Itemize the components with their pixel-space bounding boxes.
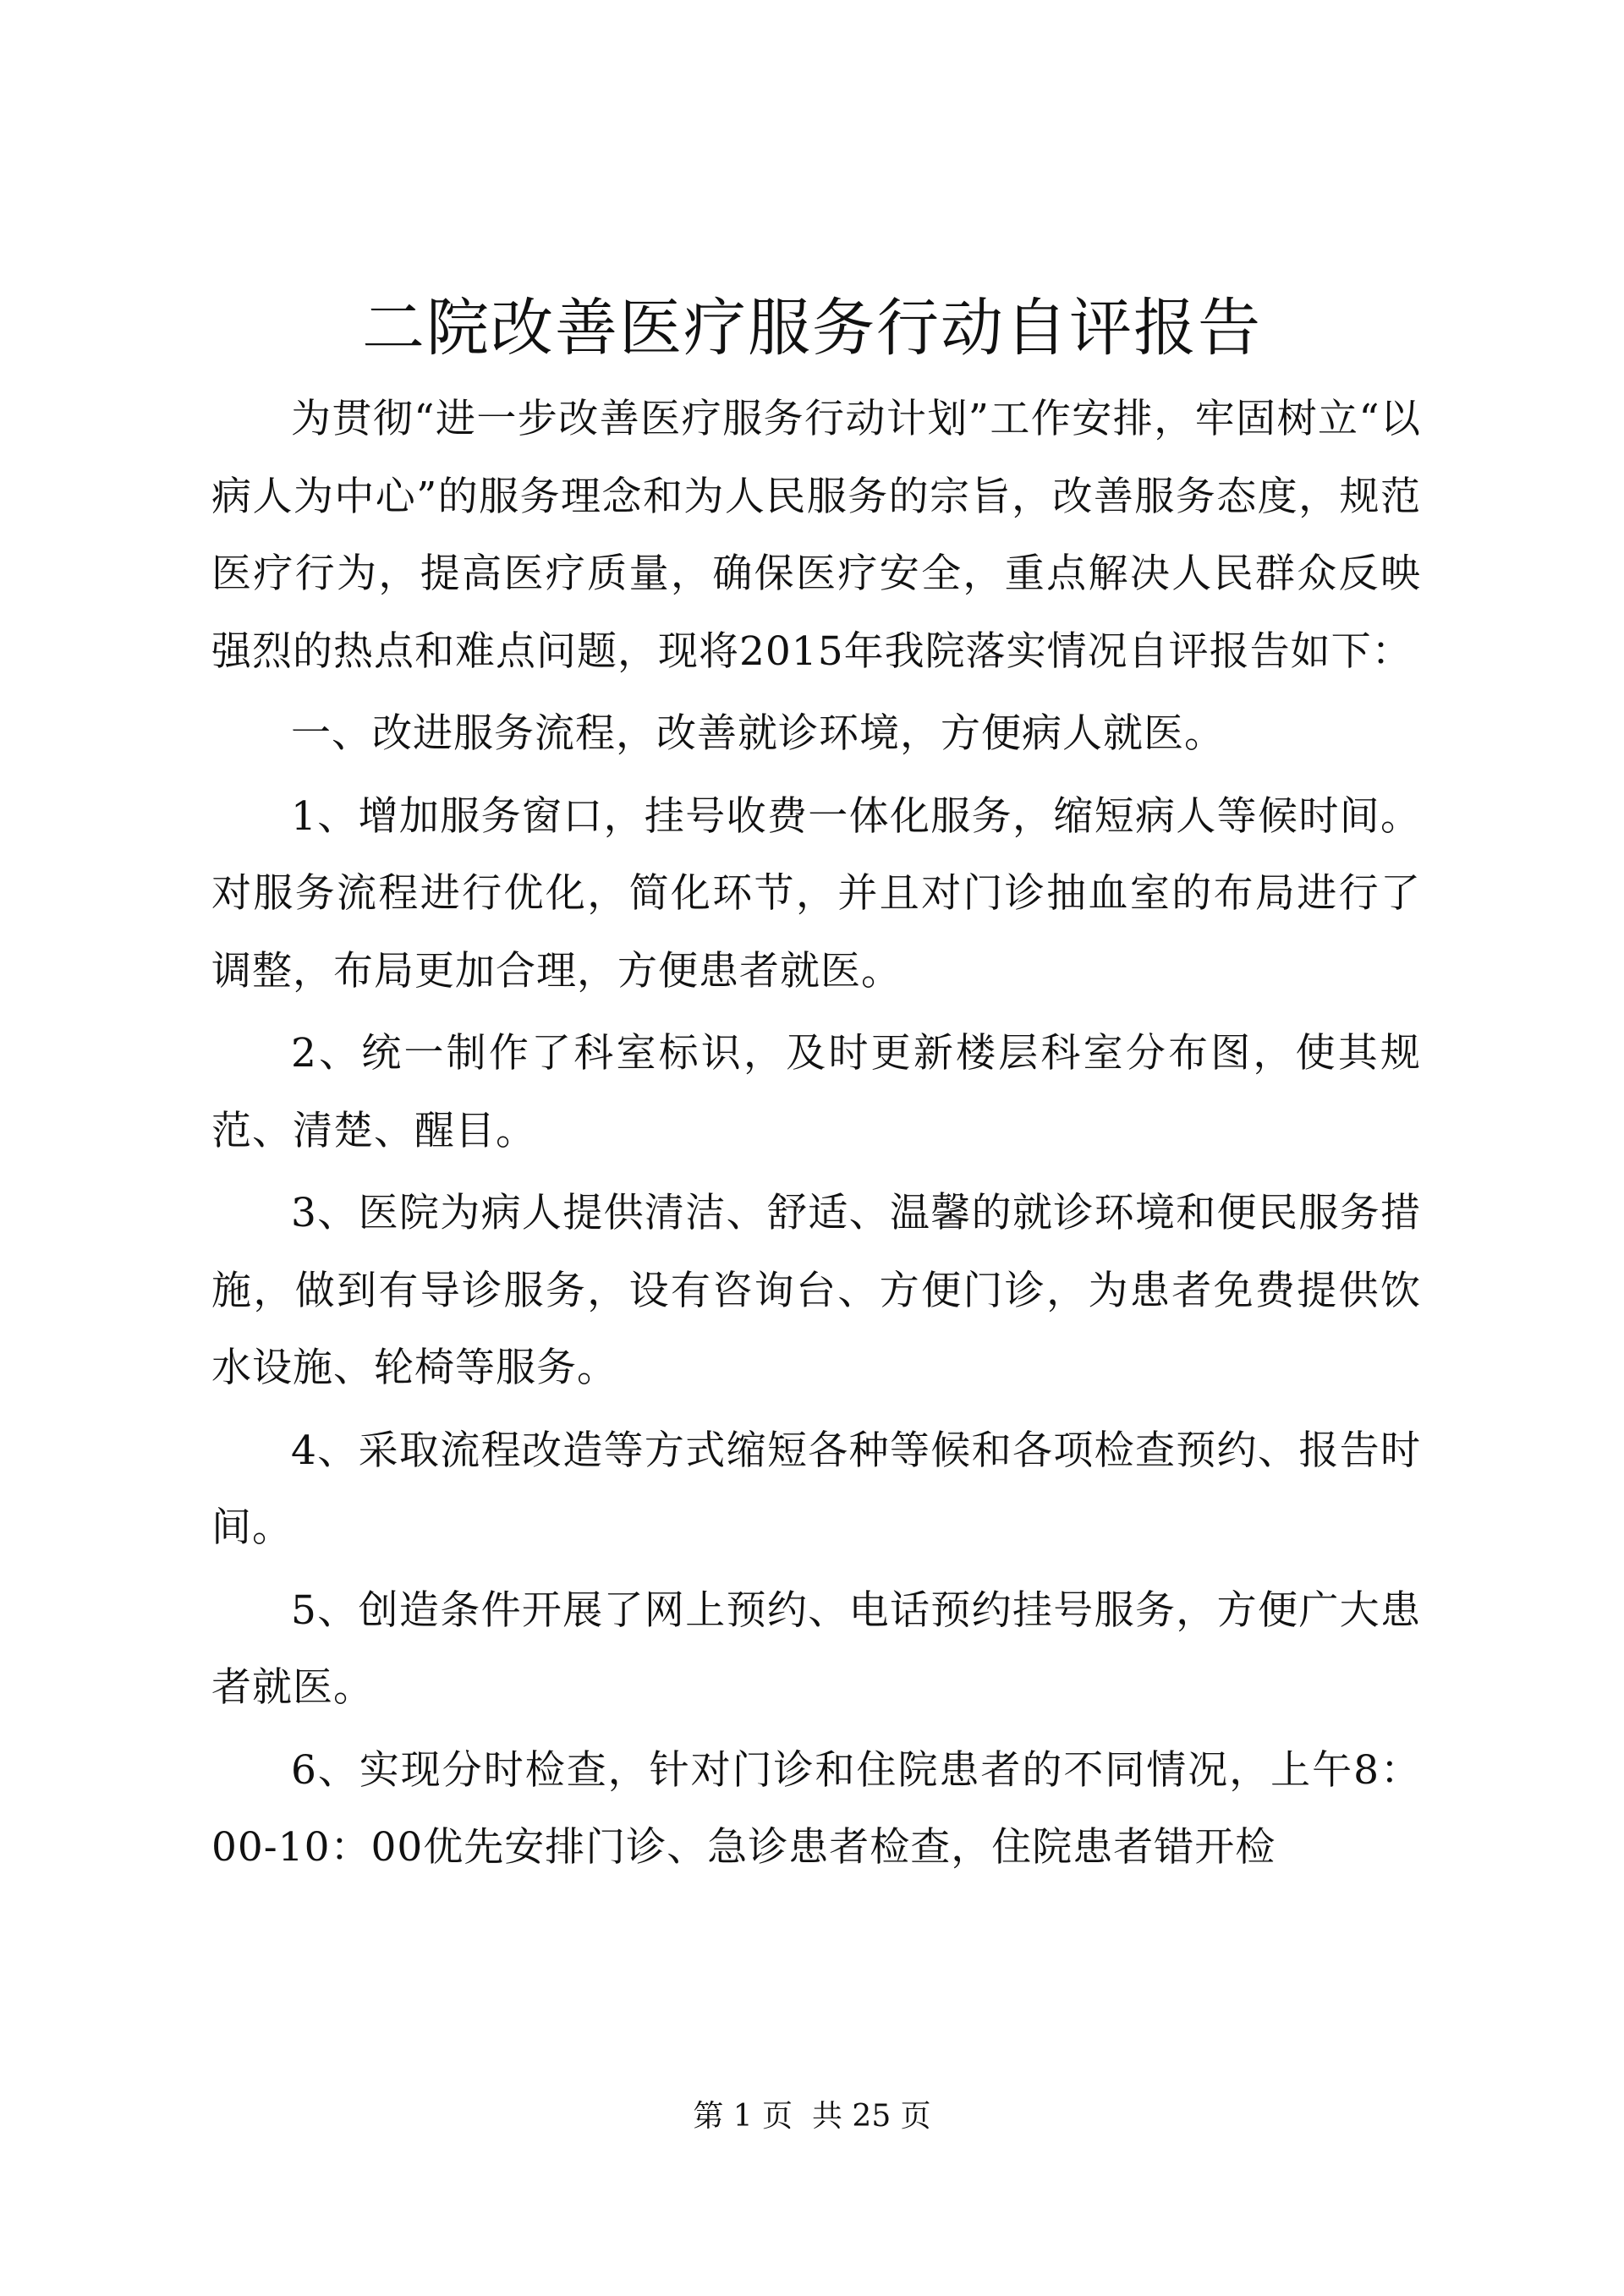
document-body xyxy=(211,381,1421,1892)
paragraph: 2、统一制作了科室标识，及时更新楼层科室分布图，使其规范、清楚、醒目。 xyxy=(211,1030,1421,1154)
paragraph: 5、创造条件开展了网上预约、电话预约挂号服务，方便广大患者就医。 xyxy=(211,1586,1421,1711)
paragraph: 3、医院为病人提供清洁、舒适、温馨的就诊环境和便民服务措施，做到有导诊服务，设有咨询台、方便门诊，为患者免费提供饮水设施、轮椅等服务。 xyxy=(211,1190,1421,1391)
paragraph: 4、采取流程改造等方式缩短各种等候和各项检查预约、报告时间。 xyxy=(211,1427,1421,1551)
paragraph: 为贯彻“进一步改善医疗服务行动计划”工作安排，牢固树立“以病人为中心”的服务理念和为人民服务的宗旨，改善服务态度，规范医疗行为，提高医疗质量，确保医疗安全，重点解决人民群众反映强烈的热点和难点问题，现将2015年我院落实情况自评报告如下： xyxy=(211,396,1421,675)
section-heading: 一、改进服务流程，改善就诊环境，方便病人就医。 xyxy=(291,710,1225,757)
page-footer xyxy=(0,2096,1624,2138)
document-title: 二院改善医疗服务行动自评报告 xyxy=(362,292,1262,364)
paragraph: 1、增加服务窗口，挂号收费一体化服务，缩短病人等候时间。对服务流程进行优化，简化环节，并且对门诊抽血室的布局进行了调整，布局更加合理，方便患者就医。 xyxy=(211,792,1421,995)
paragraph: 6、实现分时检查，针对门诊和住院患者的不同情况，上午8：00-10：00优先安排门诊、急诊患者检查，住院患者错开检 xyxy=(211,1746,1421,1871)
page-number: 第 1 页 共 25 页 xyxy=(693,2099,931,2134)
